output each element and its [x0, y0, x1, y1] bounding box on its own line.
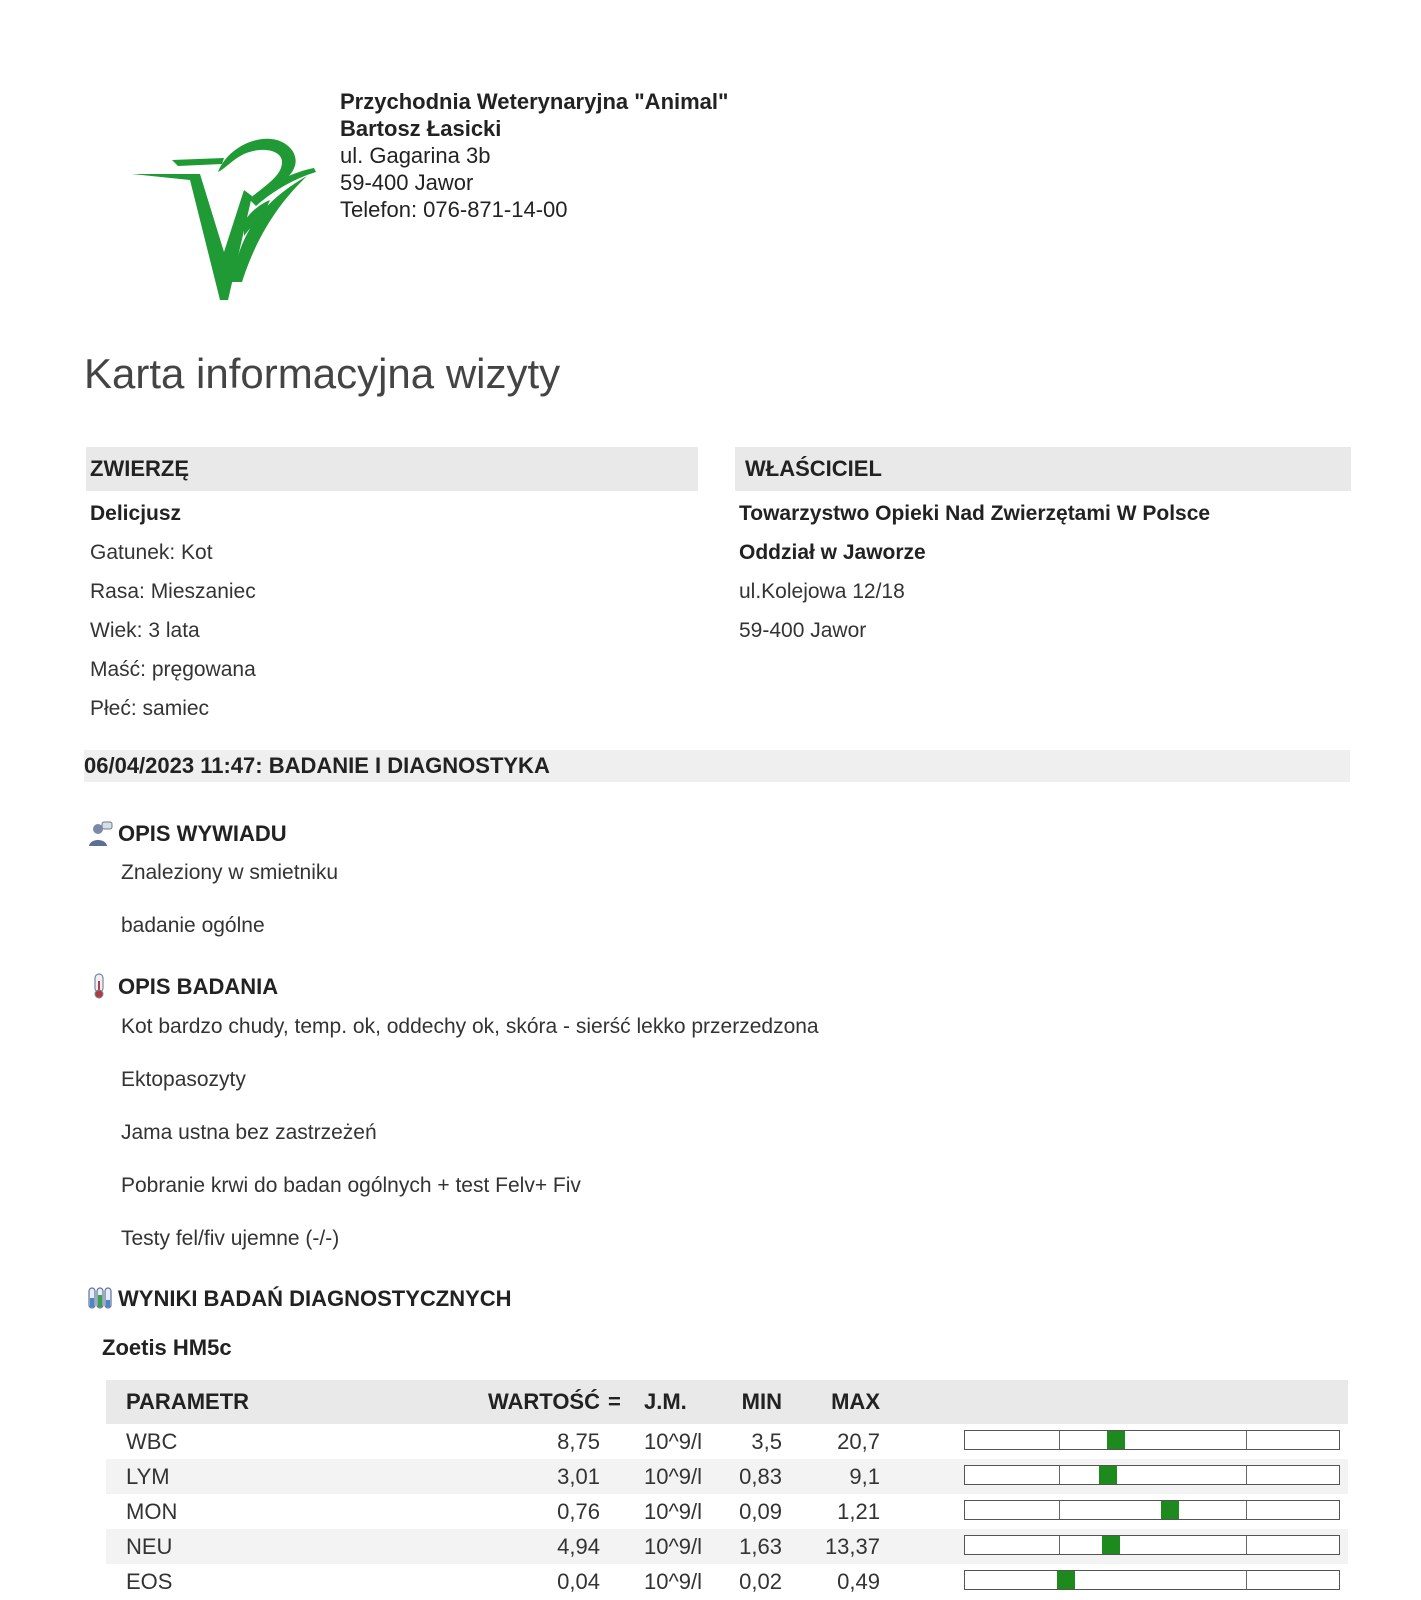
owner-city: 59-400 Jawor [739, 619, 867, 642]
animal-species: Gatunek: Kot [90, 541, 213, 564]
device-name: Zoetis HM5c [102, 1335, 232, 1360]
cell-unit: 10^9/l [644, 1569, 703, 1594]
clinic-city: 59-400 Jawor [340, 170, 474, 195]
clinic-logo [132, 132, 322, 307]
cell-min: 0,09 [739, 1499, 782, 1524]
range-bar-tick [1246, 1431, 1247, 1449]
clinic-street: ul. Gagarina 3b [340, 143, 491, 168]
range-bar-tick [1059, 1501, 1060, 1519]
owner-name: Towarzystwo Opieki Nad Zwierzętami W Polsce [739, 502, 1211, 525]
cell-value: 0,04 [557, 1569, 600, 1594]
clinic-phone: Telefon: 076-871-14-00 [340, 197, 568, 222]
exam-paragraph: Kot bardzo chudy, temp. ok, oddechy ok, skóra - sierść lekko przerzedzona [121, 1015, 819, 1038]
range-bar-tick [1246, 1571, 1247, 1589]
owner-branch: Oddział w Jaworze [739, 541, 926, 564]
cell-param: EOS [126, 1569, 173, 1594]
history-text [121, 856, 338, 962]
cell-unit: 10^9/l [644, 1464, 703, 1489]
results-table [106, 1380, 1348, 1599]
col-min: MIN [741, 1389, 782, 1414]
test-tubes-icon [86, 1286, 114, 1312]
visit-header: 06/04/2023 11:47: BADANIE I DIAGNOSTYKA [84, 750, 1350, 782]
animal-coat: Maść: pręgowana [90, 658, 256, 681]
cell-max: 13,37 [824, 1534, 880, 1559]
cell-value: 0,76 [557, 1499, 600, 1524]
results-header-label: WYNIKI BADAŃ DIAGNOSTYCZNYCH [118, 1286, 512, 1311]
table-row [106, 1494, 1348, 1529]
col-unit: J.M. [644, 1389, 687, 1414]
history-paragraph: Znaleziony w smietniku [121, 861, 339, 884]
cell-param: MON [126, 1499, 178, 1524]
range-bar-marker [1102, 1536, 1120, 1554]
range-bar-marker [1057, 1571, 1075, 1589]
animal-age: Wiek: 3 lata [90, 619, 200, 642]
range-bar [964, 1500, 1340, 1520]
range-bar-tick [1059, 1431, 1060, 1449]
range-bar [964, 1535, 1340, 1555]
clinic-info [340, 88, 728, 223]
cell-param: LYM [126, 1464, 170, 1489]
cell-max: 20,7 [837, 1429, 880, 1454]
range-bar-tick [1059, 1466, 1060, 1484]
bird-v-logo-icon [132, 132, 322, 307]
history-header [86, 820, 287, 848]
cell-max: 9,1 [849, 1464, 880, 1489]
exam-paragraph: Pobranie krwi do badan ogólnych + test Felv+ Fiv [121, 1174, 581, 1197]
thermometer-icon [86, 973, 114, 1001]
cell-min: 0,02 [739, 1569, 782, 1594]
table-row [106, 1459, 1348, 1494]
range-bar-marker [1099, 1466, 1117, 1484]
cell-value: 4,94 [557, 1534, 600, 1559]
range-bar-tick [1246, 1466, 1247, 1484]
cell-param: NEU [126, 1534, 173, 1559]
range-bar-tick [1246, 1501, 1247, 1519]
animal-breed: Rasa: Mieszaniec [90, 580, 256, 603]
exam-text [121, 1010, 819, 1275]
range-bar [964, 1430, 1340, 1450]
cell-value: 8,75 [557, 1429, 600, 1454]
history-header-label: OPIS WYWIADU [118, 821, 287, 846]
range-bar-tick [1246, 1536, 1247, 1554]
owner-details [739, 494, 1210, 650]
col-eq: = [608, 1389, 621, 1414]
exam-paragraph: Jama ustna bez zastrzeżeń [121, 1121, 377, 1144]
animal-details [90, 494, 256, 728]
animal-name: Delicjusz [90, 502, 182, 525]
table-body [106, 1424, 1348, 1599]
range-bar-tick [1059, 1536, 1060, 1554]
interview-person-icon [86, 820, 114, 848]
cell-max: 1,21 [837, 1499, 880, 1524]
range-bar [964, 1570, 1340, 1590]
cell-min: 1,63 [739, 1534, 782, 1559]
exam-header-label: OPIS BADANIA [118, 974, 279, 999]
col-param: PARAMETR [126, 1389, 250, 1414]
range-bar-marker [1161, 1501, 1179, 1519]
clinic-name: Przychodnia Weterynaryjna "Animal" [340, 89, 729, 114]
clinic-owner: Bartosz Łasicki [340, 116, 502, 141]
cell-unit: 10^9/l [644, 1499, 703, 1524]
cell-unit: 10^9/l [644, 1429, 703, 1454]
history-paragraph: badanie ogólne [121, 914, 265, 937]
table-header-row [106, 1380, 1348, 1424]
table-row [106, 1424, 1348, 1459]
cell-unit: 10^9/l [644, 1534, 703, 1559]
cell-min: 3,5 [751, 1429, 782, 1454]
exam-paragraph: Testy fel/fiv ujemne (-/-) [121, 1227, 340, 1250]
col-max: MAX [831, 1389, 880, 1414]
results-header [86, 1286, 512, 1312]
range-bar-marker [1107, 1431, 1125, 1449]
cell-value: 3,01 [557, 1464, 600, 1489]
animal-sex: Płeć: samiec [90, 697, 210, 720]
exam-paragraph: Ektopasozyty [121, 1068, 246, 1091]
animal-section-header: ZWIERZĘ [86, 447, 698, 491]
cell-param: WBC [126, 1429, 178, 1454]
col-value: WARTOŚĆ [487, 1389, 600, 1414]
exam-header [86, 973, 278, 1001]
owner-street: ul.Kolejowa 12/18 [739, 580, 905, 603]
cell-min: 0,83 [739, 1464, 782, 1489]
owner-section-header: WŁAŚCICIEL [735, 447, 1351, 491]
cell-max: 0,49 [837, 1569, 880, 1594]
table-row [106, 1564, 1348, 1599]
range-bar [964, 1465, 1340, 1485]
page-title: Karta informacyjna wizyty [84, 350, 561, 397]
table-row [106, 1529, 1348, 1564]
